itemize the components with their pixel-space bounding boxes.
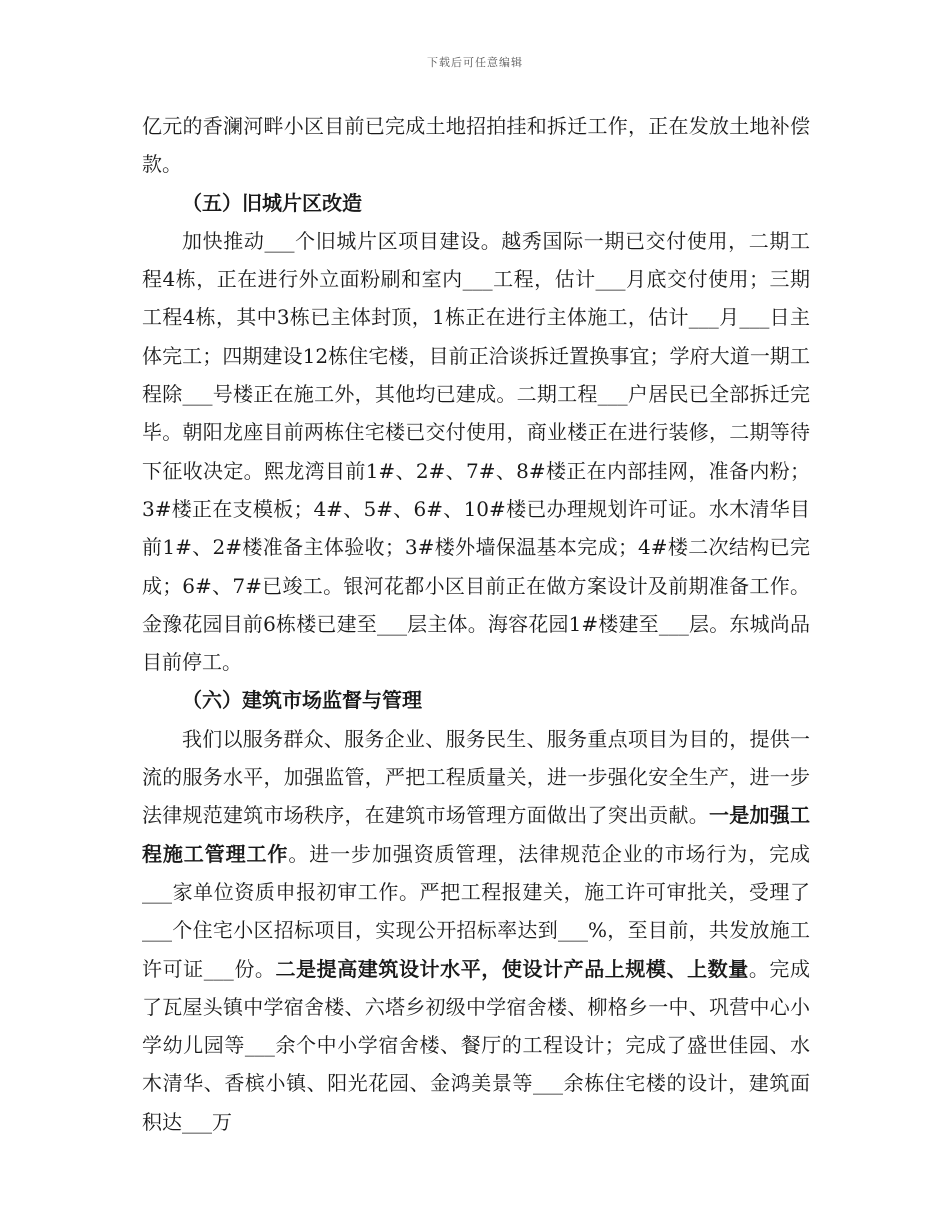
document-body [142,107,810,1141]
market-text-2: 。进一步加强资质管理，法律规范企业的市场行为，完成___家单位资质申报初审工作。严把工程报建关，施工许可审批关，受理了___个住宅小区招标项目，实现公开招标率达到___%，至目前，共发放施工许可证___份。 [142,841,811,981]
section-heading-old-city: （五）旧城片区改造 [182,190,362,215]
market-bold-1: 一是加强工程施工管理工作 [142,803,810,866]
market-text-1: 我们以服务群众、服务企业、服务民生、服务重点项目为目的，提供一流的服务水平，加强监管，严把工程质量关，进一步强化安全生产，进一步法律规范建筑市场秩序，在建筑市场管理方面做出了突出贡献。 [142,726,810,828]
paragraph-market-supervision [142,720,810,1141]
market-bold-2: 二是提高建筑设计水平，使设计产品上规模、上数量 [275,956,749,981]
paragraph-continued: 亿元的香澜河畔小区目前已完成土地招拍挂和拆迁工作，正在发放土地补偿款。 [142,114,810,177]
page-header-note: 下载后可任意编辑 [427,56,523,69]
paragraph-old-city-renovation: 加快推动___个旧城片区项目建设。越秀国际一期已交付使用，二期工程4栋，正在进行外立面粉刷和室内___工程，估计___月底交付使用；三期工程4栋，其中3栋已主体封顶，1栋正在进行主体施工，估计___月___日主体完工；四期建设12栋住宅楼，目前正洽谈拆迁置换事宜；学府大道一期工程除___号楼正在施工外，其他均已建成。二期工程___户居民已全部拆迁完毕。朝阳龙座目前两栋住宅楼已交付使用，商业楼正在进行装修，二期等待下征收决定。熙龙湾目前1#、2#、7#、8#楼正在内部挂网，准备内粉；3#楼正在支模板；4#、5#、6#、10#楼已办理规划许可证。水木清华目前1#、2#楼准备主体验收；3#楼外墙保温基本完成；4#楼二次结构已完成；6#、7#已竣工。银河花都小区目前正在做方案设计及前期准备工作。金豫花园目前6栋楼已建至___层主体。海容花园1#楼建至___层。东城尚品目前停工。 [142,228,810,675]
market-text-3: 。完成了瓦屋头镇中学宿舍楼、六塔乡初级中学宿舍楼、柳格乡一中、巩营中心小学幼儿园等___余个中小学宿舍楼、餐厅的工程设计；完成了盛世佳园、水木清华、香槟小镇、阳光花园、金鸿美景等___余栋住宅楼的设计，建筑面积达___万 [142,956,811,1134]
section-heading-market-supervision: （六）建筑市场监督与管理 [182,688,422,713]
